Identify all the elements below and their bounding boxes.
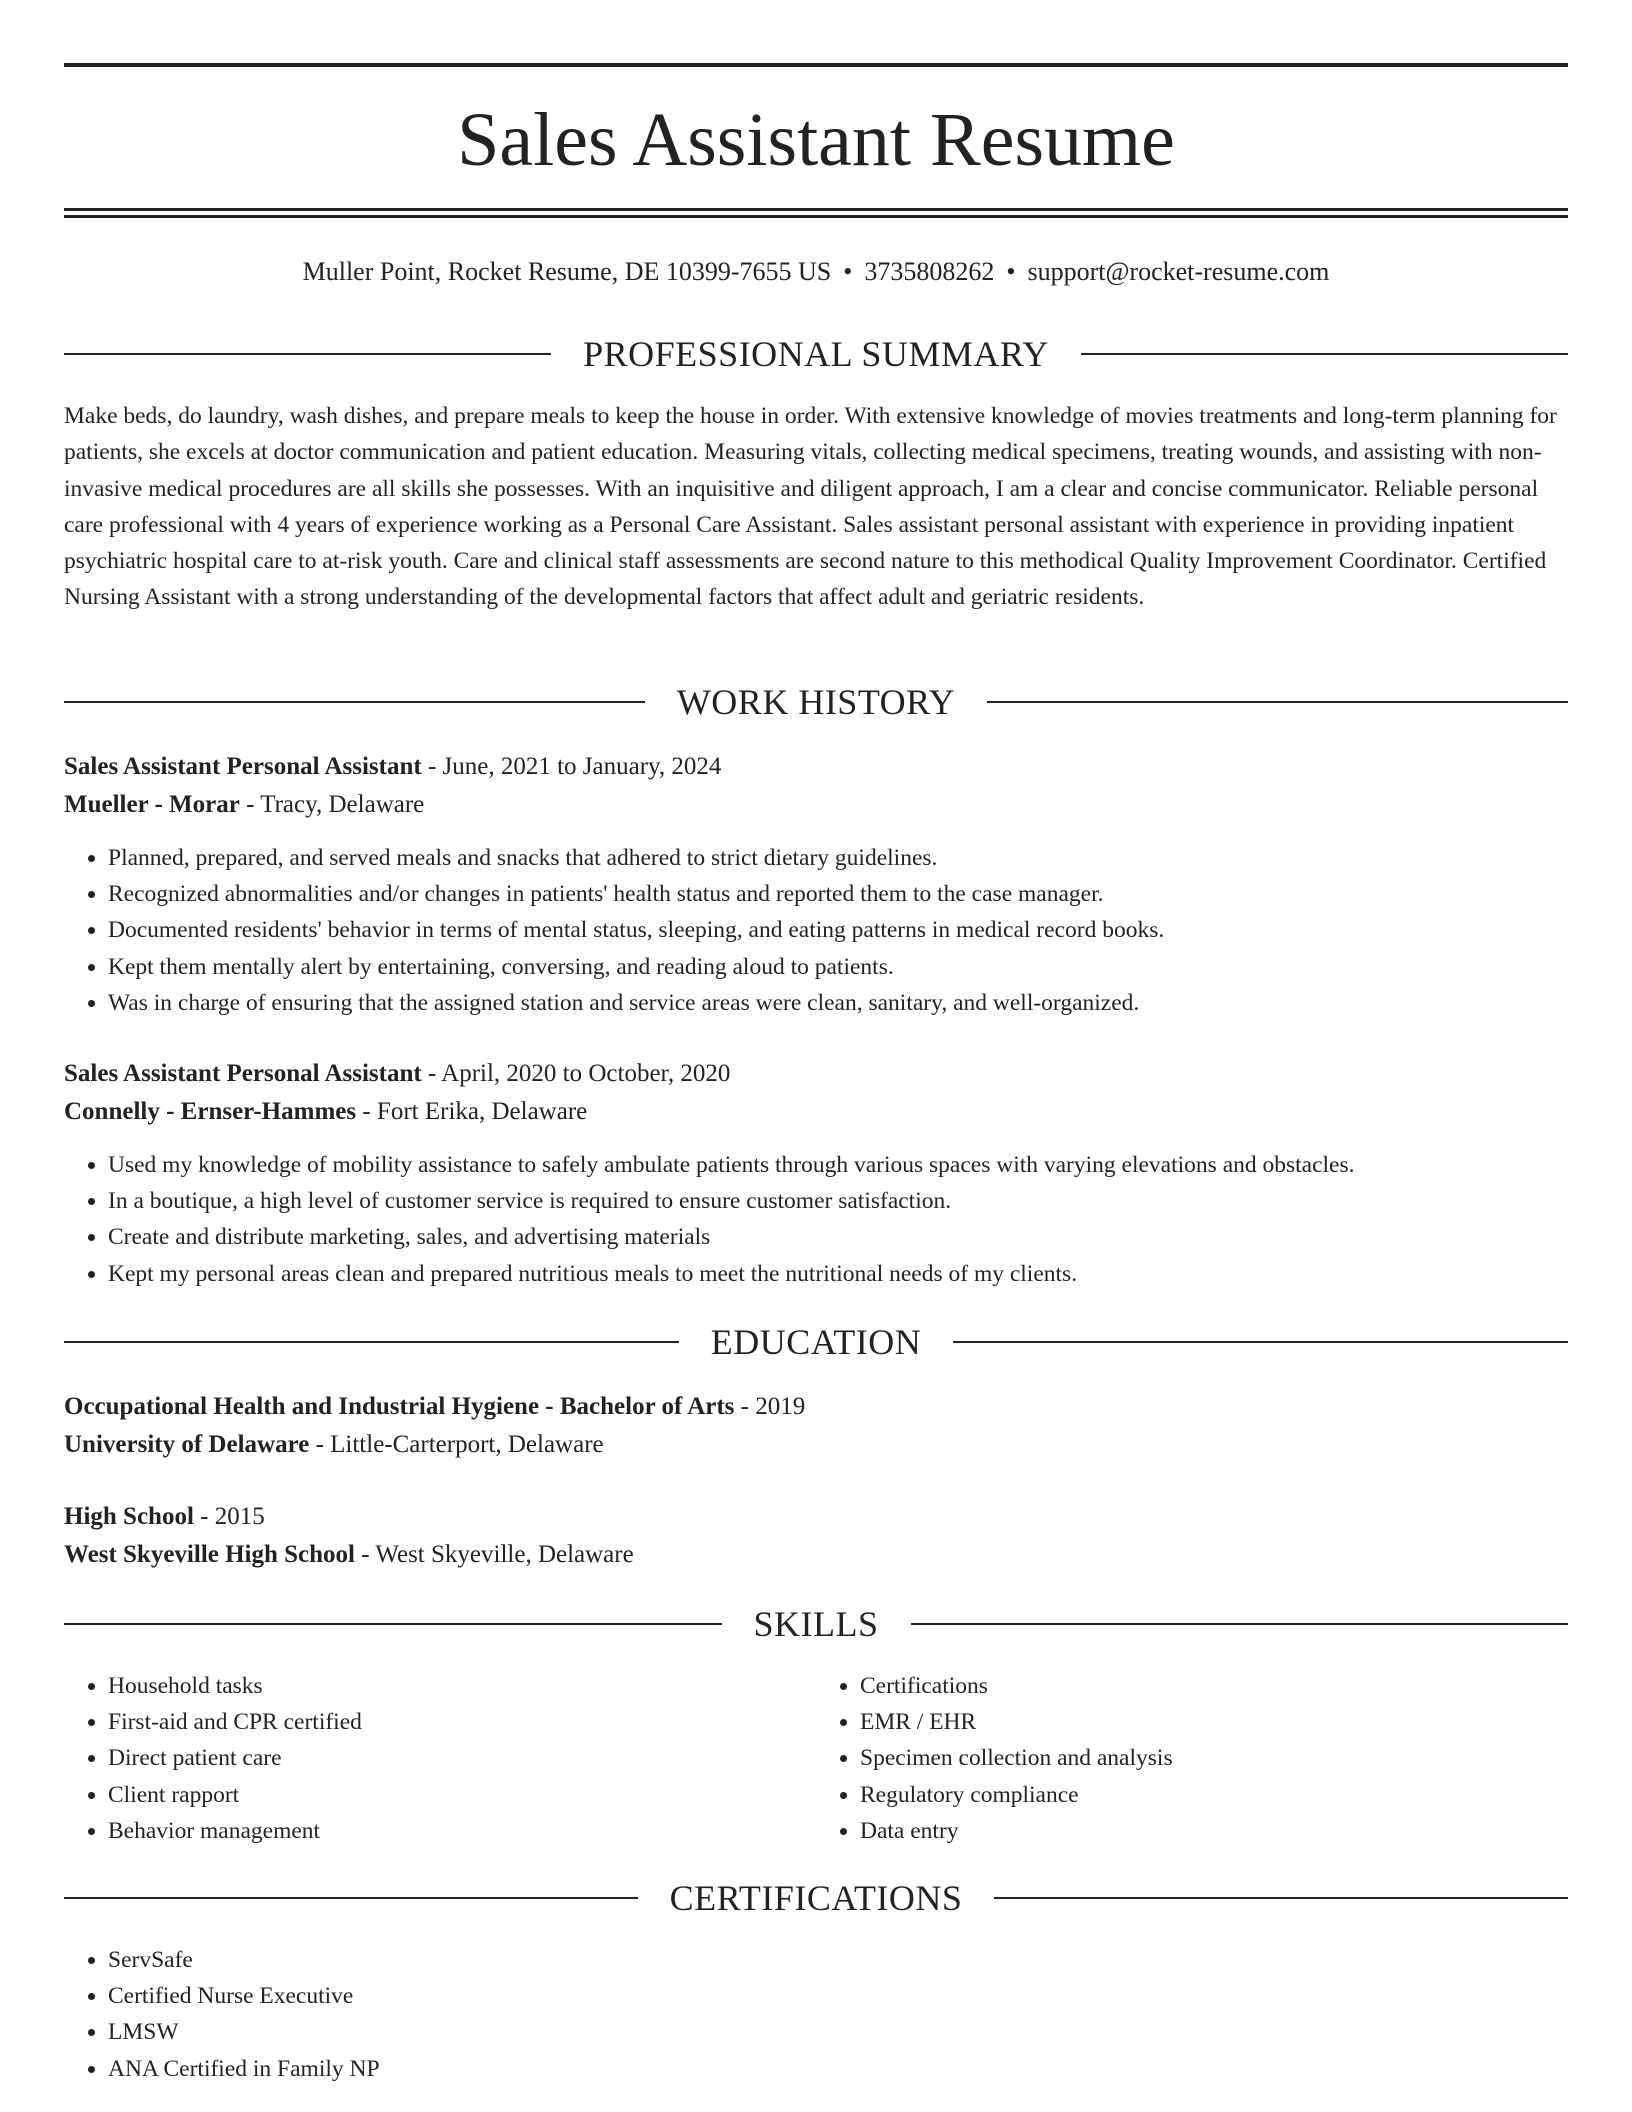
education-school-line	[64, 1536, 1568, 1574]
list-item: • Kept them mentally alert by entertaining, conversing, and reading aloud to patients.	[108, 949, 1568, 985]
heading-rule	[64, 701, 645, 703]
job-title-line	[64, 748, 1568, 786]
list-item: • Used my knowledge of mobility assistance to safely ambulate patients through various spaces with varying elevations and obstacles.	[108, 1147, 1568, 1183]
resume-title: Sales Assistant Resume	[457, 98, 1175, 182]
section-heading-work-history	[64, 678, 1568, 726]
section-heading-skills	[64, 1600, 1568, 1648]
list-item: • EMR / EHR	[860, 1704, 1568, 1740]
heading-rule	[987, 701, 1568, 703]
job-company-line	[64, 1093, 1568, 1131]
heading-rule	[953, 1341, 1568, 1343]
list-item: • Data entry	[860, 1813, 1568, 1849]
top-rule	[64, 63, 1568, 67]
skills-column-left	[64, 1668, 816, 1849]
job-dates: - April, 2020 to October, 2020	[421, 1060, 731, 1087]
summary-text: Make beds, do laundry, wash dishes, and prepare meals to keep the house in order. With extensive knowledge of movies treatments and long-term planning for patients, she excels at doctor communication and patient education. Measuring vitals, collecting medical specimens, treating wounds, and assisting with non-invasive medical procedures are all skills she possesses. With an inquisitive and diligent approach, I am a clear and concise communicator. Reliable personal care professional with 4 years of experience working as a Personal Care Assistant. Sales assistant personal assistant with experience in providing inpatient psychiatric hospital care to at-risk youth. Care and clinical staff assessments are second nature to this methodical Quality Improvement Coordinator. Certified Nursing Assistant with a strong understanding of the developmental factors that affect adult and geriatric residents.	[64, 403, 1557, 611]
job-title-line	[64, 1055, 1568, 1093]
certifications-bullets	[64, 1942, 1568, 2087]
list-item: • Behavior management	[108, 1813, 816, 1849]
education-degree-line	[64, 1498, 1568, 1536]
job-company: Mueller - Morar	[64, 791, 240, 818]
list-item: • Client rapport	[108, 1777, 816, 1813]
heading-rule	[994, 1897, 1568, 1899]
education-year: - 2015	[193, 1503, 265, 1530]
skills-list	[64, 1668, 1568, 1849]
heading-rule	[1081, 353, 1568, 355]
job-company: Connelly - Ernser-Hammes	[64, 1098, 357, 1125]
job-location: - Fort Erika, Delaware	[356, 1098, 588, 1125]
skills-column-right	[816, 1668, 1568, 1849]
section-title: SKILLS	[753, 1604, 879, 1644]
summary-block	[64, 398, 1568, 616]
list-item: • LMSW	[108, 2014, 1568, 2050]
job-title: Sales Assistant Personal Assistant	[64, 1060, 422, 1087]
contact-phone: 3735808262	[864, 257, 995, 286]
contact-separator: •	[1006, 257, 1016, 286]
list-item: • ServSafe	[108, 1942, 1568, 1978]
education-degree: Occupational Health and Industrial Hygiene - Bachelor of Arts	[64, 1393, 735, 1420]
list-item: • Direct patient care	[108, 1740, 816, 1776]
section-heading-education	[64, 1318, 1568, 1366]
heading-rule	[64, 1897, 638, 1899]
list-item: • Kept my personal areas clean and prepared nutritious meals to meet the nutritional needs of my clients.	[108, 1256, 1568, 1292]
education-year: - 2019	[734, 1393, 806, 1420]
education-school-line	[64, 1426, 1568, 1464]
education-school: West Skyeville High School	[64, 1541, 356, 1568]
section-heading-certifications	[64, 1874, 1568, 1922]
job-bullet-list	[64, 1147, 1568, 1292]
list-item: • Create and distribute marketing, sales, and advertising materials	[108, 1219, 1568, 1255]
list-item: • Planned, prepared, and served meals and snacks that adhered to strict dietary guidelines.	[108, 840, 1568, 876]
list-item: • Certified Nurse Executive	[108, 1978, 1568, 2014]
education-location: - Little-Carterport, Delaware	[309, 1431, 604, 1458]
heading-rule	[911, 1623, 1569, 1625]
section-title: PROFESSIONAL SUMMARY	[583, 334, 1049, 374]
section-title: CERTIFICATIONS	[669, 1878, 963, 1918]
list-item: • Was in charge of ensuring that the assigned station and service areas were clean, sanitary, and well-organized.	[108, 985, 1568, 1021]
title-double-rule	[64, 208, 1568, 218]
education-school: University of Delaware	[64, 1431, 310, 1458]
certifications-list	[64, 1942, 1568, 2087]
heading-rule	[64, 1623, 722, 1625]
section-title: WORK HISTORY	[676, 682, 956, 722]
list-item: • Recognized abnormalities and/or changes in patients' health status and reported them to the case manager.	[108, 876, 1568, 912]
education-entry	[64, 1388, 1568, 1464]
list-item: • ANA Certified in Family NP	[108, 2051, 1568, 2087]
job-dates: - June, 2021 to January, 2024	[421, 753, 722, 780]
job-entry	[64, 748, 1568, 1021]
list-item: • Regulatory compliance	[860, 1777, 1568, 1813]
job-location: - Tracy, Delaware	[239, 791, 425, 818]
contact-separator: •	[843, 257, 853, 286]
job-entry	[64, 1055, 1568, 1292]
list-item: • Household tasks	[108, 1668, 816, 1704]
section-title: EDUCATION	[710, 1322, 922, 1362]
job-bullet-list	[64, 840, 1568, 1021]
education-location: - West Skyeville, Delaware	[355, 1541, 634, 1568]
heading-rule	[64, 353, 551, 355]
education-degree-line	[64, 1388, 1568, 1426]
contact-line	[64, 252, 1568, 292]
list-item: • Documented residents' behavior in terms of mental status, sleeping, and eating patterns in medical record books.	[108, 912, 1568, 948]
contact-email: support@rocket-resume.com	[1027, 257, 1330, 286]
heading-rule	[64, 1341, 679, 1343]
list-item: • Specimen collection and analysis	[860, 1740, 1568, 1776]
list-item: • First-aid and CPR certified	[108, 1704, 816, 1740]
contact-address: Muller Point, Rocket Resume, DE 10399-7655 US	[302, 257, 832, 286]
education-degree: High School	[64, 1503, 194, 1530]
list-item: • In a boutique, a high level of customer service is required to ensure customer satisfaction.	[108, 1183, 1568, 1219]
job-company-line	[64, 786, 1568, 824]
list-item: • Certifications	[860, 1668, 1568, 1704]
job-title: Sales Assistant Personal Assistant	[64, 753, 422, 780]
section-heading-summary	[64, 330, 1568, 378]
education-entry	[64, 1498, 1568, 1574]
